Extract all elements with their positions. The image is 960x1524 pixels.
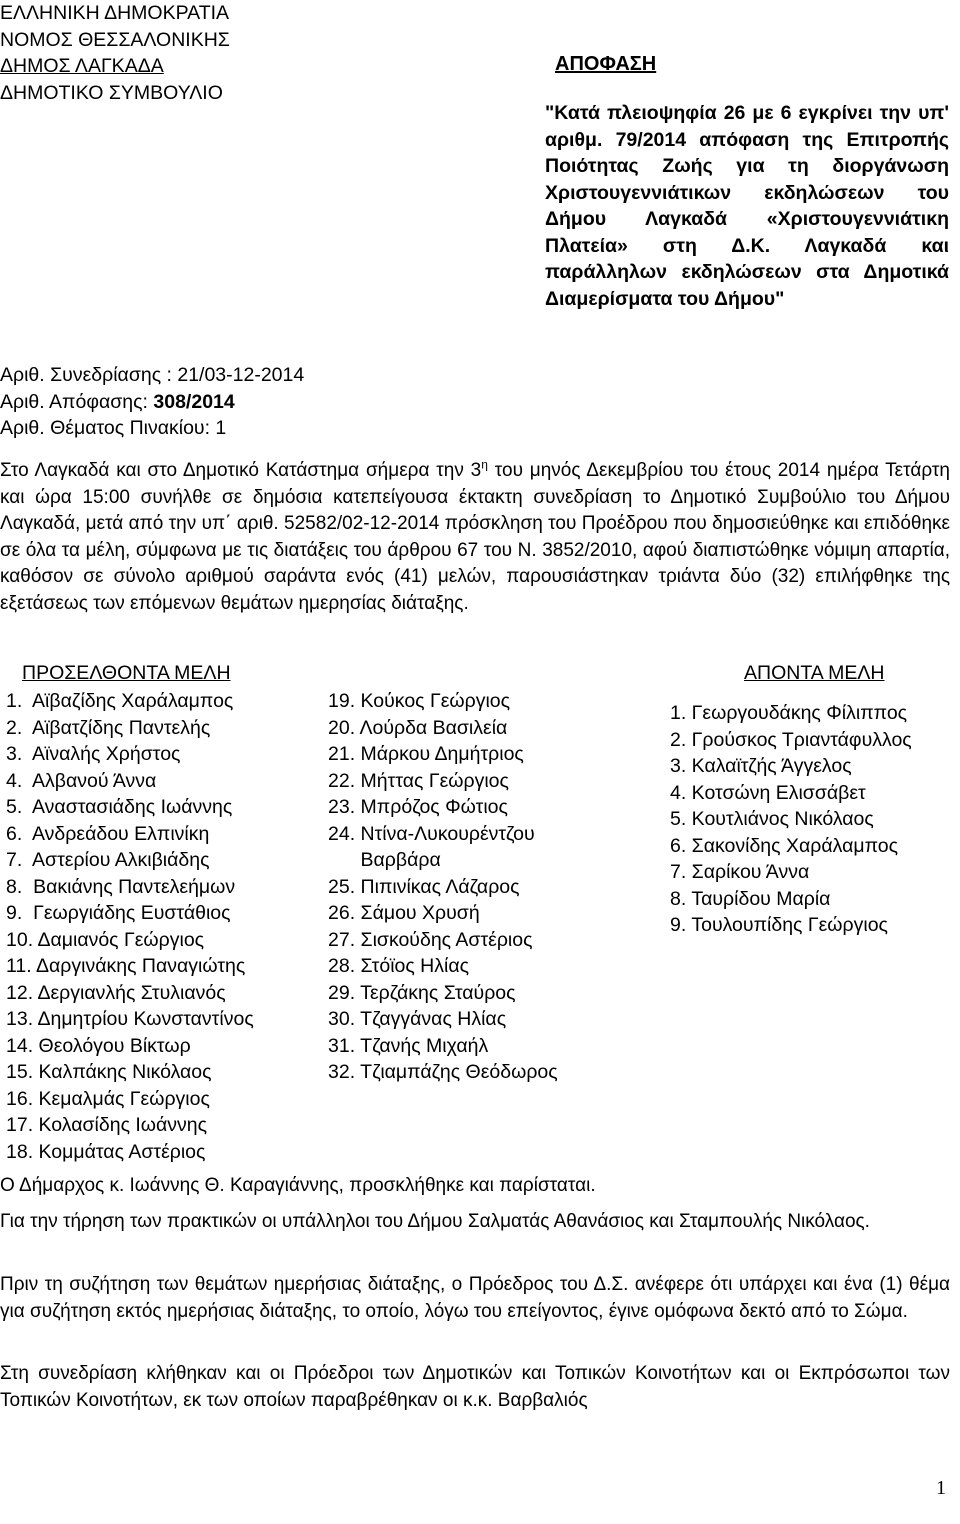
decision-summary: "Κατά πλειοψηφία 26 με 6 εγκρίνει την υπ' αριθμ. 79/2014 απόφαση της Επιτροπής Ποιότητας Ζωής για τη διοργάνωση Χριστουγεννιάτικων εκδηλώσεων του Δήμου Λαγκαδά «Χριστουγεννιάτικη Πλατεία» στη Δ.Κ. Λαγκαδά και παράλληλων εκδηλώσεων στα Δημοτικά Διαμερίσματα του Δήμου": [545, 102, 949, 310]
member-list-item: 9. Τουλουπίδης Γεώργιος: [670, 914, 888, 936]
member-list-item: 13. Δημητρίου Κωνσταντίνος: [6, 1008, 254, 1030]
subject-number: Αριθ. Θέματος Πινακίου: 1: [0, 417, 227, 439]
member-list-item: 23. Μπρόζος Φώτιος: [328, 796, 508, 818]
member-list-item: 20. Λούρδα Βασιλεία: [328, 716, 508, 739]
member-list-item: 31. Τζανής Μιχαήλ: [328, 1034, 489, 1057]
member-list-item: 16. Κεμαλμάς Γεώργιος: [6, 1087, 210, 1110]
decision-number: [0, 389, 304, 416]
decision-title: ΑΠΟΦΑΣΗ: [555, 53, 657, 75]
present-members-heading: ΠΡΟΣΕΛΘΟΝΤΑ ΜΕΛΗ: [22, 662, 231, 684]
member-list-item: 1. Αϊβαζίδης Χαράλαμπος: [6, 690, 234, 712]
member-list-item: 15. Καλπάκης Νικόλαος: [6, 1061, 212, 1083]
member-list-item: 7. Αστερίου Αλκιβιάδης: [6, 849, 210, 871]
member-list-item: 10. Δαμιανός Γεώργιος: [6, 928, 205, 951]
absent-members-heading: ΑΠΟΝΤΑ ΜΕΛΗ: [744, 662, 885, 684]
decision-number-label: Αριθ. Απόφασης:: [0, 390, 148, 413]
member-list-item: 8. Ταυρίδου Μαρία: [670, 887, 831, 910]
mayor-paragraph: Ο Δήμαρχος κ. Ιωάννης Θ. Καραγιάννης, προσκλήθηκε και παρίσταται.: [0, 1175, 596, 1196]
extra-item-paragraph: Πριν τη συζήτηση των θεμάτων ημερήσιας διάταξης, ο Πρόεδρος του Δ.Σ. ανέφερε ότι υπάρχει και ένα (1) θέμα για συζήτηση εκτός ημερήσιας διάταξης, το οποίο, λόγω του επείγοντος, έγινε ομόφωνα δεκτό από το Σώμα.: [0, 1274, 950, 1322]
present-members-list-1: [6, 688, 254, 1165]
member-list-item: 2. Γρούσκος Τριαντάφυλλος: [670, 728, 912, 751]
member-list-item: 3. Καλαϊτζής Άγγελος: [670, 755, 852, 777]
member-list-item: 5. Κουτλιάνος Νικόλαος: [670, 808, 874, 830]
member-list-item: 22. Μήττας Γεώργιος: [328, 769, 509, 792]
intro-text-start: Στο Λαγκαδά και στο Δημοτικό Κατάστημα σήμερα την 3: [0, 460, 482, 481]
member-list-item: 2. Αϊβατζίδης Παντελής: [6, 716, 211, 739]
member-list-item: 3. Αϊναλής Χρήστος: [6, 743, 181, 765]
intro-paragraph: [0, 458, 950, 617]
member-list-item: 12. Δεργιανλής Στυλιανός: [6, 981, 226, 1004]
member-list-item: 19. Κούκος Γεώργιος: [328, 690, 511, 712]
member-list-item: 14. Θεολόγου Βίκτωρ: [6, 1034, 191, 1057]
member-list-item: 6. Ανδρεάδου Ελπινίκη: [6, 822, 210, 845]
member-list-item: 32. Τζιαμπάζης Θεόδωρος: [328, 1061, 558, 1083]
member-list-item: 8. Βακιάνης Παντελεήμων: [6, 875, 236, 898]
member-list-item: 27. Σισκούδης Αστέριος: [328, 928, 533, 951]
member-list-item: 18. Κομμάτας Αστέριος: [6, 1140, 206, 1163]
member-list-item: Βαρβάρα: [328, 849, 441, 871]
header-prefecture: ΝΟΜΟΣ ΘΕΣΣΑΛΟΝΙΚΗΣ: [0, 28, 230, 51]
member-list-item: 24. Ντίνα-Λυκουρέντζου: [328, 822, 535, 845]
member-list-item: 4. Αλβανού Άννα: [6, 769, 157, 792]
document-header: [0, 0, 230, 106]
header-country: ΕΛΛΗΝΙΚΗ ΔΗΜΟΚΡΑΤΙΑ: [0, 2, 230, 24]
invited-paragraph: Στη συνεδρίαση κλήθηκαν και οι Πρόεδροι των Δημοτικών και Τοπικών Κοινοτήτων και οι Εκπρόσωποι των Τοπικών Κοινοτήτων, εκ των οποίων παραβρέθηκαν οι κ.κ. Βαρβαλιός: [0, 1363, 950, 1411]
member-list-item: 28. Στόϊος Ηλίας: [328, 955, 470, 977]
member-list-item: 5. Αναστασιάδης Ιωάννης: [6, 796, 233, 818]
member-list-item: 1. Γεωργουδάκης Φίλιππος: [670, 702, 908, 724]
intro-text-end: του μηνός Δεκεμβρίου του έτους 2014 ημέρα Τετάρτη και ώρα 15:00 συνήλθε σε δημόσια κατεπείγουσα έκτακτη συνεδρίαση το Δημοτικό Συμβούλιο του Δήμου Λαγκαδά, μετά από την υπ΄ αριθ. 52582/02-12-2014 πρόσκληση του Προέδρου που δημοσιεύθηκε και επιδόθηκε σε όλα τα μέλη, σύμφωνα με τις διατάξεις του άρθρου 67 του Ν. 3852/2010, αφού διαπιστώθηκε νόμιμη απαρτία, καθόσον σε σύνολο αριθμού σαράντα ενός (41) μελών, παρουσιάστηκαν τριάντα δύο (32) επιλήφθηκε της εξετάσεως των επόμενων θεμάτων ημερησίας διάταξης.: [0, 460, 950, 614]
decision-number-value: 308/2014: [153, 390, 235, 413]
minutes-paragraph: Για την τήρηση των πρακτικών οι υπάλληλοι του Δήμου Σαλματάς Αθανάσιος και Σταμπουλής Νικόλαος.: [0, 1211, 870, 1232]
member-list-item: 25. Πιπινίκας Λάζαρος: [328, 875, 520, 898]
member-list-item: 7. Σαρίκου Άννα: [670, 861, 810, 883]
absent-members-list: [670, 700, 912, 939]
intro-superscript: η: [481, 457, 488, 472]
member-list-item: 11. Δαργινάκης Παναγιώτης: [6, 955, 246, 977]
member-list-item: 17. Κολασίδης Ιωάννης: [6, 1114, 208, 1136]
member-list-item: 26. Σάμου Χρυσή: [328, 902, 480, 924]
page-number: 1: [936, 1477, 946, 1499]
member-list-item: 30. Τζαγγάνας Ηλίας: [328, 1008, 507, 1030]
session-meta: [0, 362, 304, 442]
session-number: Αριθ. Συνεδρίασης : 21/03-12-2014: [0, 364, 305, 386]
member-list-item: 4. Κοτσώνη Ελισσάβετ: [670, 781, 866, 804]
member-list-item: 29. Τερζάκης Σταύρος: [328, 981, 516, 1004]
header-municipality: ΔΗΜΟΣ ΛΑΓΚΑΔΑ: [0, 55, 164, 77]
member-list-item: 9. Γεωργιάδης Ευστάθιος: [6, 902, 231, 924]
member-list-item: 6. Σακονίδης Χαράλαμπος: [670, 834, 898, 857]
present-members-list-2: [328, 688, 558, 1086]
member-list-item: 21. Μάρκου Δημήτριος: [328, 743, 524, 765]
header-council: ΔΗΜΟΤΙΚΟ ΣΥΜΒΟΥΛΙΟ: [0, 81, 223, 104]
